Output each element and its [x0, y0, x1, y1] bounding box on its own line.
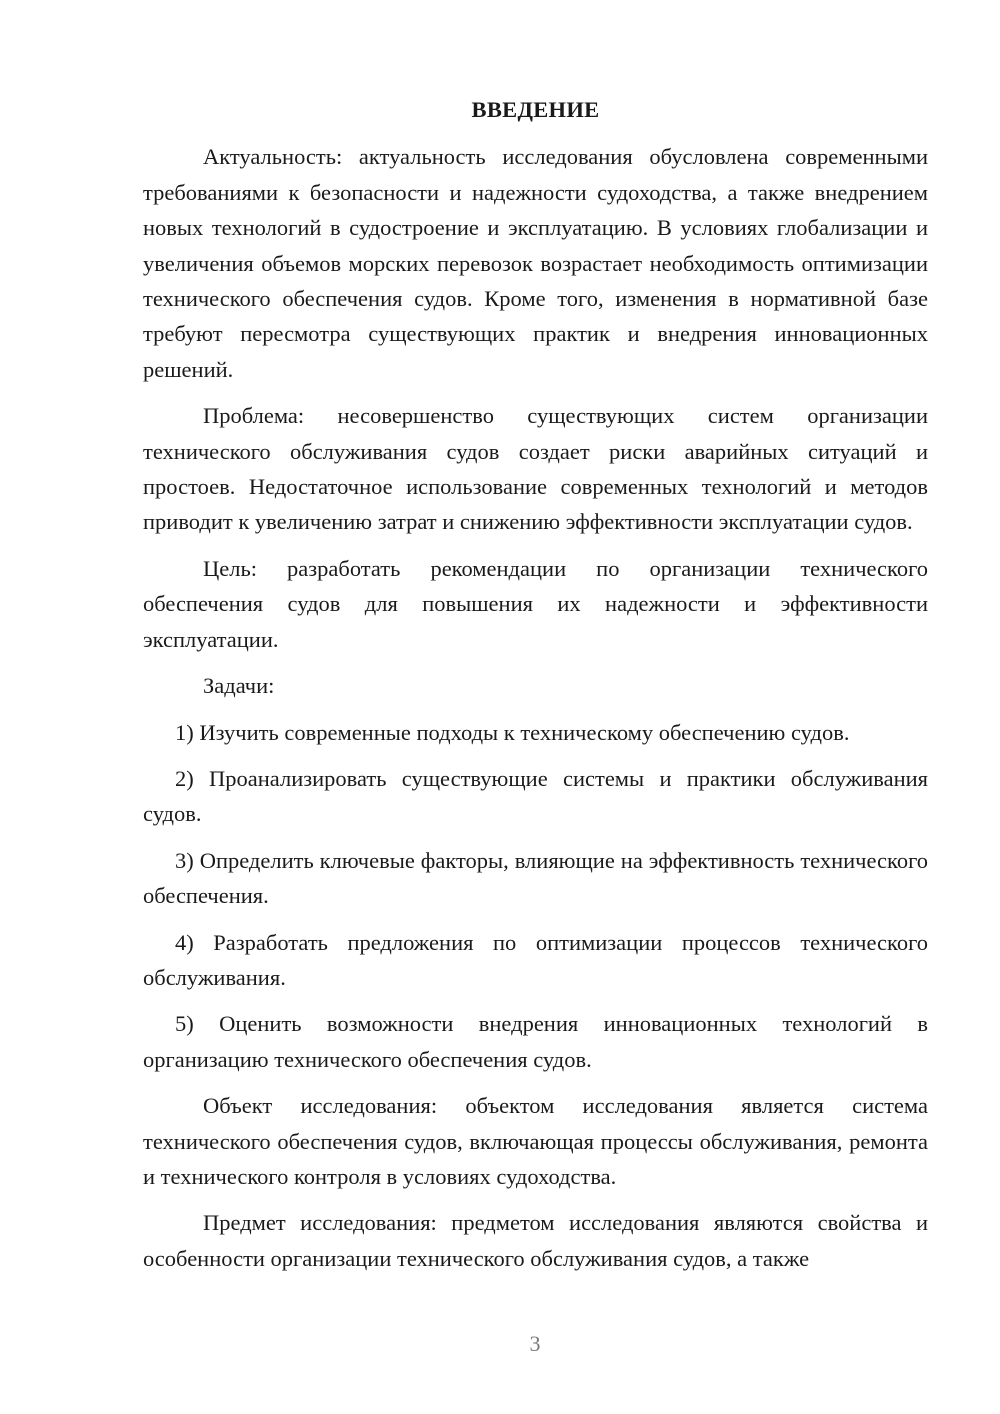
section-title: ВВЕДЕНИЕ [471, 97, 600, 122]
paragraph-relevance: Актуальность: актуальность исследования обусловлена современными требованиями к безопасности и надежности судоходства, а также внедрением новых технологий в судостроение и эксплуатацию. В условиях глобализации и увеличения объемов морских перевозок возрастает необходимость оптимизации технического обеспечения судов. Кроме того, изменения в нормативной базе требуют пересмотра существующих практик и внедрения инновационных решений. [143, 144, 928, 382]
task-item-2: 2) Проанализировать существующие системы и практики обслуживания судов. [143, 765, 928, 827]
paragraph-problem: Проблема: несовершенство существующих систем организации технического обслуживания судов создает риски аварийных ситуаций и простоев. Недостаточное использование современных технологий и методов приводит к увеличению затрат и снижению эффективности эксплуатации судов. [143, 403, 928, 535]
task-item-4: 4) Разработать предложения по оптимизации процессов технического обслуживания. [143, 929, 928, 990]
task-item-1: 1) Изучить современные подходы к техническому обеспечению судов. [175, 719, 850, 745]
tasks-heading: Задачи: [203, 673, 275, 699]
task-item-5: 5) Оценить возможности внедрения инновационных технологий в организацию технического обеспечения судов. [143, 1011, 928, 1072]
page-number: 3 [529, 1331, 541, 1356]
page-content [143, 92, 928, 1287]
paragraph-goal: Цель: разработать рекомендации по организации технического обеспечения судов для повышения их надежности и эффективности эксплуатации. [143, 555, 928, 652]
task-item-3: 3) Определить ключевые факторы, влияющие на эффективность технического обеспечения. [143, 847, 928, 909]
paragraph-object: Объект исследования: объектом исследования является система технического обеспечения судов, включающая процессы обслуживания, ремонта и технического контроля в условиях судоходства. [143, 1093, 928, 1189]
paragraph-subject: Предмет исследования: предметом исследования являются свойства и особенности организации технического обслуживания судов, а также [143, 1210, 928, 1271]
